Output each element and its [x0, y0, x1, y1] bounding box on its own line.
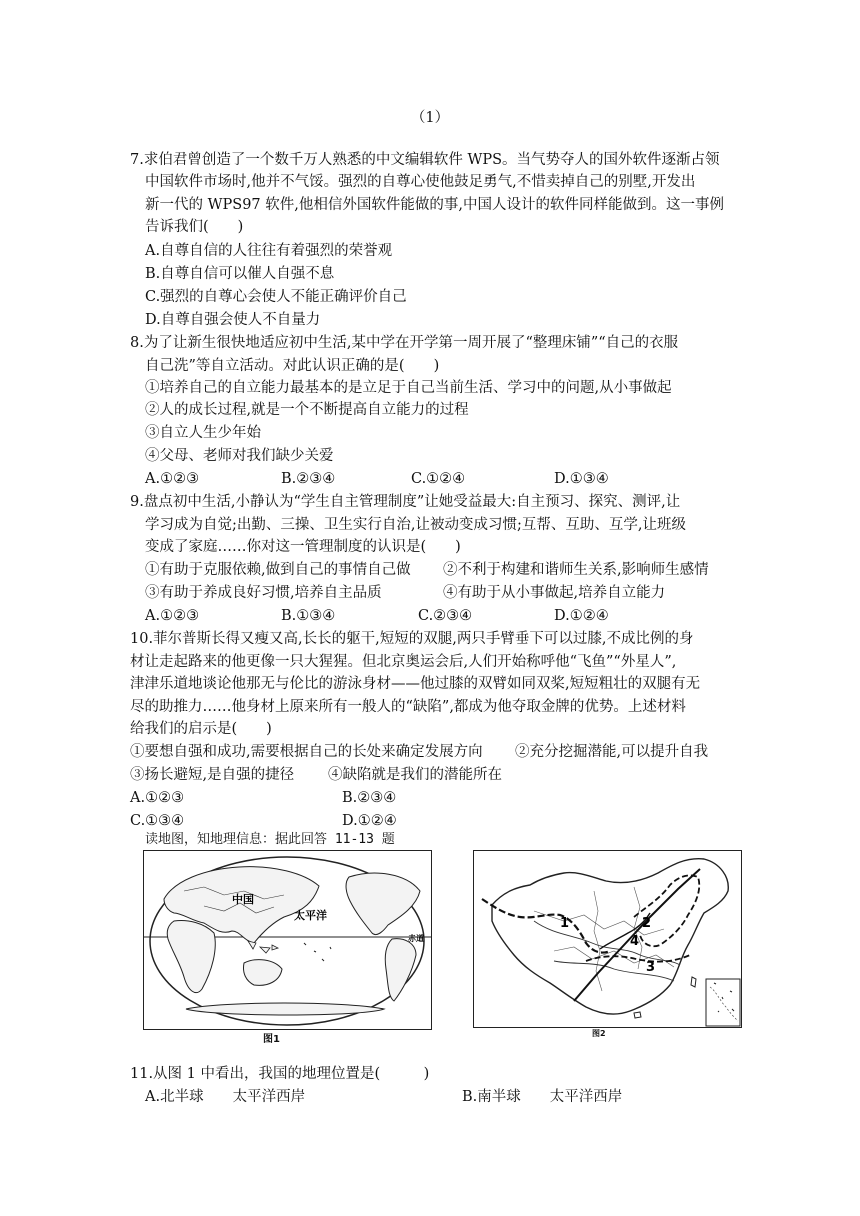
line-3-label: 3 — [646, 960, 656, 975]
q9-statement: ③有助于养成良好习惯,培养自主品质 — [145, 585, 382, 601]
page-number: （1） — [410, 110, 450, 126]
q8-option-c: C.①②④ — [411, 471, 466, 487]
q8-line: 8.为了让新生很快地适应初中生活,某中学在开学第一周开展了“整理床铺”“自己的衣服 — [130, 335, 679, 351]
q8-statement: ①培养自己的自立能力最基本的是立足于自己当前生活、学习中的问题,从小事做起 — [145, 380, 672, 396]
q10-line: 给我们的启示是( ) — [130, 721, 272, 737]
q9-option-b: B.①③④ — [281, 608, 336, 624]
q10-line: 10.菲尔普斯长得又瘦又高,长长的躯干,短短的双腿,两只手臂垂下可以过膝,不成比例的身 — [130, 631, 694, 647]
figure-2-caption: 图2 — [592, 1029, 606, 1038]
q8-option-b: B.②③④ — [281, 471, 336, 487]
line-4-label: 4 — [630, 934, 640, 949]
q7-line: 告诉我们( ) — [145, 219, 244, 235]
q8-statement: ②人的成长过程,就是一个不断提高自立能力的过程 — [145, 402, 469, 418]
q10-option-c: C.①③④ — [130, 813, 185, 829]
pacific-label: 太平洋 — [294, 909, 327, 922]
q10-statement: ①要想自强和成功,需要根据自己的长处来确定发展方向 — [130, 744, 483, 760]
figure-1-caption: 图1 — [263, 1034, 280, 1045]
q10-line: 材让走起路来的他更像一只大猩猩。但北京奥运会后,人们开始称呼他“飞鱼”“外星人”, — [130, 654, 677, 670]
q8-statement: ③自立人生少年始 — [145, 425, 261, 441]
q9-line: 变成了家庭……你对这一管理制度的认识是( ) — [145, 539, 461, 555]
q9-option-a: A.①②③ — [145, 608, 200, 624]
q7-option-c: C.强烈的自尊心会使人不能正确评价自己 — [145, 289, 407, 305]
map-intro: 读地图，知地理信息：据此回答 11-13 题 — [145, 832, 395, 847]
q9-statement: ①有助于克服依赖,做到自己的事情自己做 — [145, 562, 411, 578]
q8-line: 自己洗”等自立活动。对此认识正确的是( ) — [145, 358, 440, 374]
line-1-label: 1 — [560, 916, 570, 931]
q9-option-c: C.②③④ — [418, 608, 473, 624]
q7-option-a: A.自尊自信的人往往有着强烈的荣誉观 — [145, 243, 393, 259]
q7-line: 中国软件市场时,他并不气馁。强烈的自尊心使他鼓足勇气,不惜卖掉自己的别墅,开发出 — [145, 174, 696, 190]
q10-statement: ③扬长避短,是自强的捷径 — [130, 767, 295, 783]
q9-statement: ④有助于从小事做起,培养自立能力 — [443, 585, 666, 601]
q7-line: 7.求伯君曾创造了一个数千万人熟悉的中文编辑软件 WPS。当气势夺人的国外软件逐渐占领 — [130, 152, 720, 168]
q10-line: 尽的助推力……他身材上原来所有一般人的“缺陷”,都成为他夺取金牌的优势。上述材料 — [130, 699, 686, 715]
china-label: 中国 — [232, 893, 254, 906]
equator-label: 赤道 — [408, 934, 424, 943]
q9-statement: ②不利于构建和谐师生关系,影响师生感情 — [443, 562, 709, 578]
q11-stem: 11.从图 1 中看出，我国的地理位置是( ) — [130, 1066, 430, 1082]
q10-option-a: A.①②③ — [130, 790, 185, 806]
world-map-figure — [143, 850, 432, 1030]
q9-line: 9.盘点初中生活,小静认为“学生自主管理制度”让她受益最大:自主预习、探究、测评,让 — [130, 494, 681, 510]
q7-option-b: B.自尊自信可以催人自强不息 — [145, 266, 335, 282]
q8-option-a: A.①②③ — [145, 471, 200, 487]
q11-option-a: A.北半球 太平洋西岸 — [145, 1089, 306, 1105]
q9-line: 学习成为自觉;出勤、三操、卫生实行自治,让被动变成习惯;互帮、互助、互学,让班级 — [145, 517, 686, 533]
q10-statement: ④缺陷就是我们的潜能所在 — [328, 767, 502, 783]
line-2-label: 2 — [642, 916, 652, 931]
q7-line: 新一代的 WPS97 软件,他相信外国软件能做的事,中国人设计的软件同样能做到。这一事例 — [145, 197, 724, 213]
q11-option-b: B.南半球 太平洋西岸 — [462, 1089, 623, 1105]
world-map — [144, 851, 431, 1029]
q10-line: 津津乐道地谈论他那无与伦比的游泳身材——他过膝的双臂如同双桨,短短粗壮的双腿有无 — [130, 676, 701, 692]
q10-option-b: B.②③④ — [342, 790, 397, 806]
q8-statement: ④父母、老师对我们缺少关爱 — [145, 448, 334, 464]
south-china-sea-inset — [706, 979, 740, 1026]
q10-statement: ②充分挖掘潜能,可以提升自我 — [515, 744, 709, 760]
china-map-figure — [473, 850, 742, 1028]
q7-option-d: D.自尊自强会使人不自量力 — [145, 312, 321, 328]
china-map — [474, 851, 741, 1027]
q8-option-d: D.①③④ — [554, 471, 609, 487]
q9-option-d: D.①②④ — [554, 608, 609, 624]
q10-option-d: D.①②④ — [342, 813, 397, 829]
